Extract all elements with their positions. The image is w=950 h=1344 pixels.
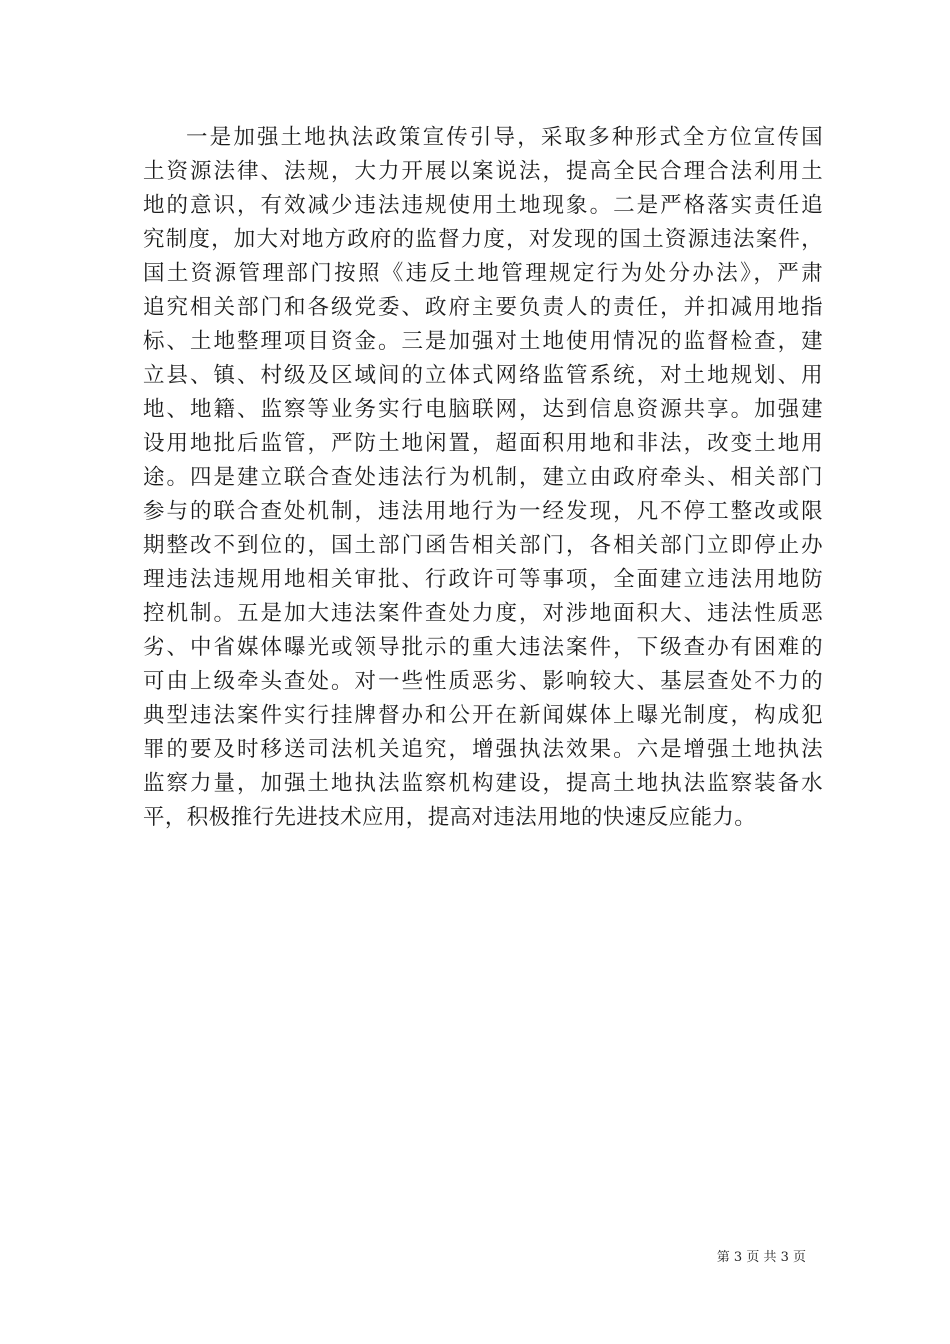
paragraph-line: 地的意识，有效减少违法违规使用土地现象。二是严格落实责任追 — [143, 193, 823, 218]
paragraph-line: 设用地批后监管，严防土地闲置，超面积用地和非法，改变土地用 — [143, 431, 823, 456]
paragraph-line: 理违法违规用地相关审批、行政许可等事项，全面建立违法用地防 — [143, 567, 823, 592]
paragraph-line: 一是加强土地执法政策宣传引导，采取多种形式全方位宣传国 — [186, 125, 823, 150]
paragraph-line: 典型违法案件实行挂牌督办和公开在新闻媒体上曝光制度，构成犯 — [143, 703, 823, 728]
paragraph-line: 期整改不到位的，国土部门函告相关部门，各相关部门立即停止办 — [143, 533, 823, 558]
paragraph-line: 标、土地整理项目资金。三是加强对土地使用情况的监督检查，建 — [143, 329, 823, 354]
paragraph-line: 追究相关部门和各级党委、政府主要负责人的责任，并扣减用地指 — [143, 295, 823, 320]
paragraph-line-last: 平，积极推行先进技术应用，提高对违法用地的快速反应能力。 — [143, 805, 757, 830]
paragraph-line: 参与的联合查处机制，违法用地行为一经发现，凡不停工整改或限 — [143, 499, 823, 524]
paragraph-line: 土资源法律、法规，大力开展以案说法，提高全民合理合法利用土 — [143, 159, 823, 184]
paragraph-line: 可由上级牵头查处。对一些性质恶劣、影响较大、基层查处不力的 — [143, 669, 823, 694]
page-number-footer: 第 3 页 共 3 页 — [716, 1250, 806, 1265]
paragraph-line: 国土资源管理部门按照《违反土地管理规定行为处分办法》，严肃 — [143, 261, 823, 286]
paragraph-line: 立县、镇、村级及区域间的立体式网络监管系统，对土地规划、用 — [143, 363, 823, 388]
paragraph-line: 罪的要及时移送司法机关追究，增强执法效果。六是增强土地执法 — [143, 737, 823, 762]
paragraph-line: 控机制。五是加大违法案件查处力度，对涉地面积大、违法性质恶 — [143, 601, 823, 626]
paragraph-line: 监察力量，加强土地执法监察机构建设，提高土地执法监察装备水 — [143, 771, 823, 796]
paragraph-line: 地、地籍、监察等业务实行电脑联网，达到信息资源共享。加强建 — [143, 397, 823, 422]
paragraph-line: 劣、中省媒体曝光或领导批示的重大违法案件，下级查办有困难的 — [143, 635, 823, 660]
paragraph-line: 途。四是建立联合查处违法行为机制，建立由政府牵头、相关部门 — [143, 465, 823, 490]
body-paragraph — [143, 121, 823, 835]
paragraph-line: 究制度，加大对地方政府的监督力度，对发现的国土资源违法案件， — [143, 227, 823, 252]
